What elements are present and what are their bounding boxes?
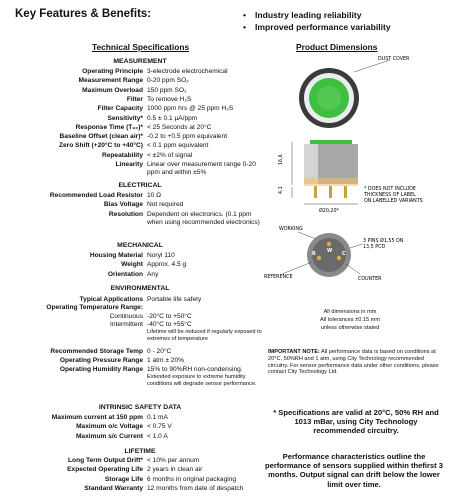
spec-label: Sensitivity* <box>107 114 143 122</box>
reference-label: REFERENCE <box>264 275 293 280</box>
pins-note-2: 13,5 PCD <box>363 245 386 250</box>
spec-value: 0.1 mA <box>147 414 168 421</box>
spec-value: 12 months from date of despatch <box>147 484 244 492</box>
pin-dim-label: 4,1 <box>279 186 284 194</box>
feature-bullet-2: • Improved performance variability <box>243 22 391 32</box>
important-note-heading: IMPORTANT NOTE: <box>268 349 320 355</box>
sensor-dust-cover-center <box>317 86 341 110</box>
spec-label: Housing Material <box>89 252 143 259</box>
technical-specifications-title: Technical Specifications <box>92 42 190 52</box>
spec-value: 6 months in original packaging <box>147 475 237 483</box>
spec-label: Expected Operating Life <box>67 466 143 474</box>
dimensions-notes <box>290 308 410 332</box>
spec-label: Maximum Overload <box>82 86 143 94</box>
spec-label: Bias Voltage <box>103 201 143 209</box>
spec-value: Any <box>147 270 159 278</box>
important-note-text: All performance data is based on conditions at 20°C, 50%RH and 1 atm, using City Technology recommended circuitry. For sensor performance data under other conditions, please contact City Technology Ltd. <box>268 349 439 376</box>
reference-leader <box>282 262 312 274</box>
label-note-1: * DOES NOT INCLUDE <box>364 187 416 192</box>
counter-leader <box>346 264 360 274</box>
spec-label: Standard Warranty <box>84 484 143 492</box>
spec-label: Measurement Range <box>78 77 143 85</box>
spec-value: Linear over measurement range 0-20 ppm and within ±5% <box>147 161 256 176</box>
spec-label: Orientation <box>107 270 143 278</box>
spec-label: Response Time (T₉₀)* <box>75 123 143 131</box>
spec-value: Noryl 110 <box>147 252 175 259</box>
environmental-heading: ENVIRONMENTAL <box>110 285 170 292</box>
pin-counter <box>337 256 341 260</box>
spec-value: < 1.0 A <box>147 432 168 440</box>
dims-unless: unless otherwise stated <box>320 325 380 331</box>
pin-w-label: W <box>327 249 333 254</box>
diameter-dim-label: Ø20,20* <box>319 209 339 214</box>
spec-value: -0.2 to +0.5 ppm equivalent <box>147 133 228 141</box>
pins-leader <box>350 244 362 248</box>
spec-label: Filter Capacity <box>97 105 143 113</box>
label-note-2: THICKNESS OF LABEL <box>364 193 416 198</box>
spec-value: Not required <box>147 201 184 209</box>
spec-value: 2 years in clean air <box>147 466 203 474</box>
sensor-side-cover <box>310 140 352 144</box>
dims-mm: All dimensions in mm <box>323 309 377 315</box>
spec-value: < 0.75 V <box>147 423 172 431</box>
spec-value: < 10% per annum <box>147 457 200 464</box>
key-features-title: Key Features & Benefits: <box>15 8 152 20</box>
pin-r-label: R <box>312 252 316 257</box>
spec-label: Zero Shift (+20°C to +40°C) <box>58 142 143 150</box>
feature-bullet-1: • Industry leading reliability <box>243 10 362 20</box>
spec-value: To remove H₂S <box>147 95 192 103</box>
environmental-table: Typical Applications Portable life safety Operating Temperature Range: Continuous -20°C to +50°C Intermittent -40°C to +55°C Lifetime will be reduced if regularly exposed to extremes of temperature Recommended Storage Temp 0 - 20°C Operating Pressure Range 1 atm ± 20% Operating Humidity Range 15% to 90%RH non-condensing. Extended exposure to extreme humidity conditions will degrade sensor performance. <box>46 296 262 387</box>
important-note <box>268 349 444 376</box>
label-note-3: ON LABELLED VARIANTS <box>364 199 423 204</box>
mechanical-heading: MECHANICAL <box>117 242 163 249</box>
spec-label: Recommended Load Resistor <box>49 192 143 199</box>
height-dim-label: 16,6 <box>279 154 284 165</box>
spec-label: Maximum current at 150 ppm <box>51 414 143 421</box>
product-dimensions-title: Product Dimensions <box>296 42 378 52</box>
pin-reference <box>317 256 321 260</box>
dust-cover-label: DUST COVER <box>378 57 410 62</box>
spec-value: 150 ppm SO₂ <box>147 86 187 94</box>
pin-left <box>314 186 317 198</box>
spec-label: Repeatability <box>101 151 143 159</box>
spec-label: Filter <box>126 95 143 103</box>
sensor-side-base <box>304 178 358 186</box>
electrical-heading: ELECTRICAL <box>118 182 162 189</box>
spec-label: Maximum o/c Voltage <box>76 423 143 431</box>
spec-label: Linearity <box>115 161 143 168</box>
spec-label: Maximum s/c Current <box>75 432 143 440</box>
spec-value: 0-20 ppm SO₂ <box>147 77 189 85</box>
pin-middle <box>329 186 332 198</box>
spec-value: < 0.1 ppm equivalent <box>147 142 209 150</box>
spec-label: Baseline Offset (clean air)* <box>59 133 143 141</box>
pin-working <box>327 242 331 246</box>
lifetime-heading: LIFETIME <box>124 448 156 455</box>
specifications-validity-note: * Specifications are valid at 20°C, 50% RH and 1013 mBar, using City Technology recommended circuitry. <box>273 408 439 436</box>
working-label: WORKING <box>279 227 303 232</box>
spec-label: Long Term Output Drift* <box>68 457 143 464</box>
measurement-heading: MEASUREMENT <box>113 58 167 65</box>
sensor-dimension-drawing <box>262 52 449 297</box>
spec-label: Storage Life <box>104 475 143 483</box>
spec-value: < 25 Seconds at 20°C <box>147 123 212 131</box>
counter-label: COUNTER <box>358 277 382 282</box>
spec-value: 10 Ω <box>147 192 162 199</box>
spec-value: < ±2% of signal <box>147 151 193 159</box>
spec-label: Operating Principle <box>82 68 143 75</box>
spec-value: 0.5 ± 0.1 µA/ppm <box>147 114 198 122</box>
performance-characteristics-note: Performance characteristics outline the performance of sensors supplied within thefirst 3 months. Output signal can drift below the lower limit over time. <box>264 452 444 489</box>
spec-value: 1000 ppm hrs @ 25 ppm H₂S <box>147 105 234 113</box>
spec-value: Approx. 4.5 g <box>147 261 187 269</box>
pins-note-1: 3 PINS Ø1,55 ON <box>363 239 404 244</box>
spec-value: Dependent on electronics. (0.1 ppm when using recommended electronics) <box>147 210 260 226</box>
spec-label: Weight <box>121 261 143 269</box>
intrinsic-safety-heading: INTRINSIC SAFETY DATA <box>98 404 182 411</box>
spec-value: 3-electrode electrochemical <box>147 68 228 75</box>
spec-label: Resolution <box>108 210 143 218</box>
pin-right <box>344 186 347 198</box>
dims-tolerances: All tolerances ±0.15 mm <box>320 317 380 323</box>
pin-c-label: C <box>342 252 346 257</box>
